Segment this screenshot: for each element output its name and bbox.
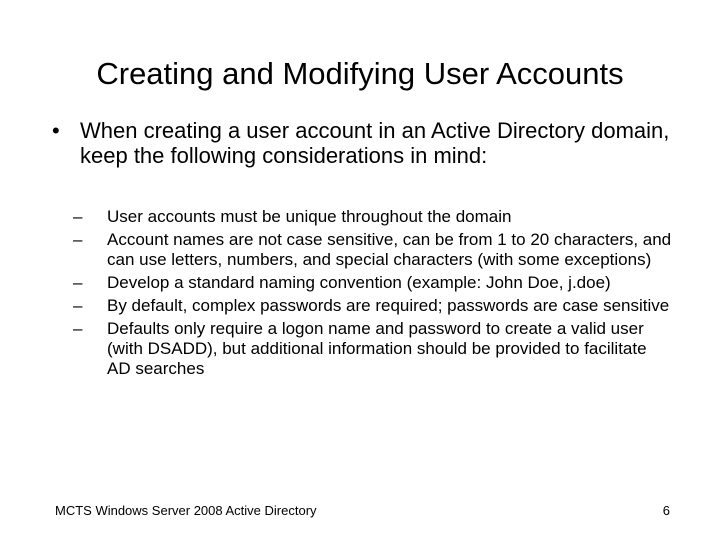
sub-bullet-list	[73, 207, 673, 382]
main-bullet	[52, 118, 672, 168]
sub-bullet: – User accounts must be unique throughout the domain	[73, 207, 512, 226]
bullet-text: When creating a user account in an Active Directory domain, keep the following considerations in mind:	[80, 118, 670, 168]
sub-bullet: – Develop a standard naming convention (example: John Doe, j.doe)	[73, 273, 611, 292]
sub-bullet: – By default, complex passwords are required; passwords are case sensitive	[73, 296, 670, 315]
page-number: 6	[662, 503, 670, 518]
bullet-marker: •	[52, 118, 60, 143]
footer-text: MCTS Windows Server 2008 Active Directory	[55, 503, 317, 518]
sub-bullet: – Account names are not case sensitive, can be from 1 to 20 characters, and can use letters, numbers, and special characters (with some exceptions)	[73, 230, 672, 269]
sub-bullet: – Defaults only require a logon name and password to create a valid user (with DSADD), but additional information should be provided to facilitate AD searches	[73, 319, 647, 378]
slide-title: Creating and Modifying User Accounts	[96, 56, 624, 91]
